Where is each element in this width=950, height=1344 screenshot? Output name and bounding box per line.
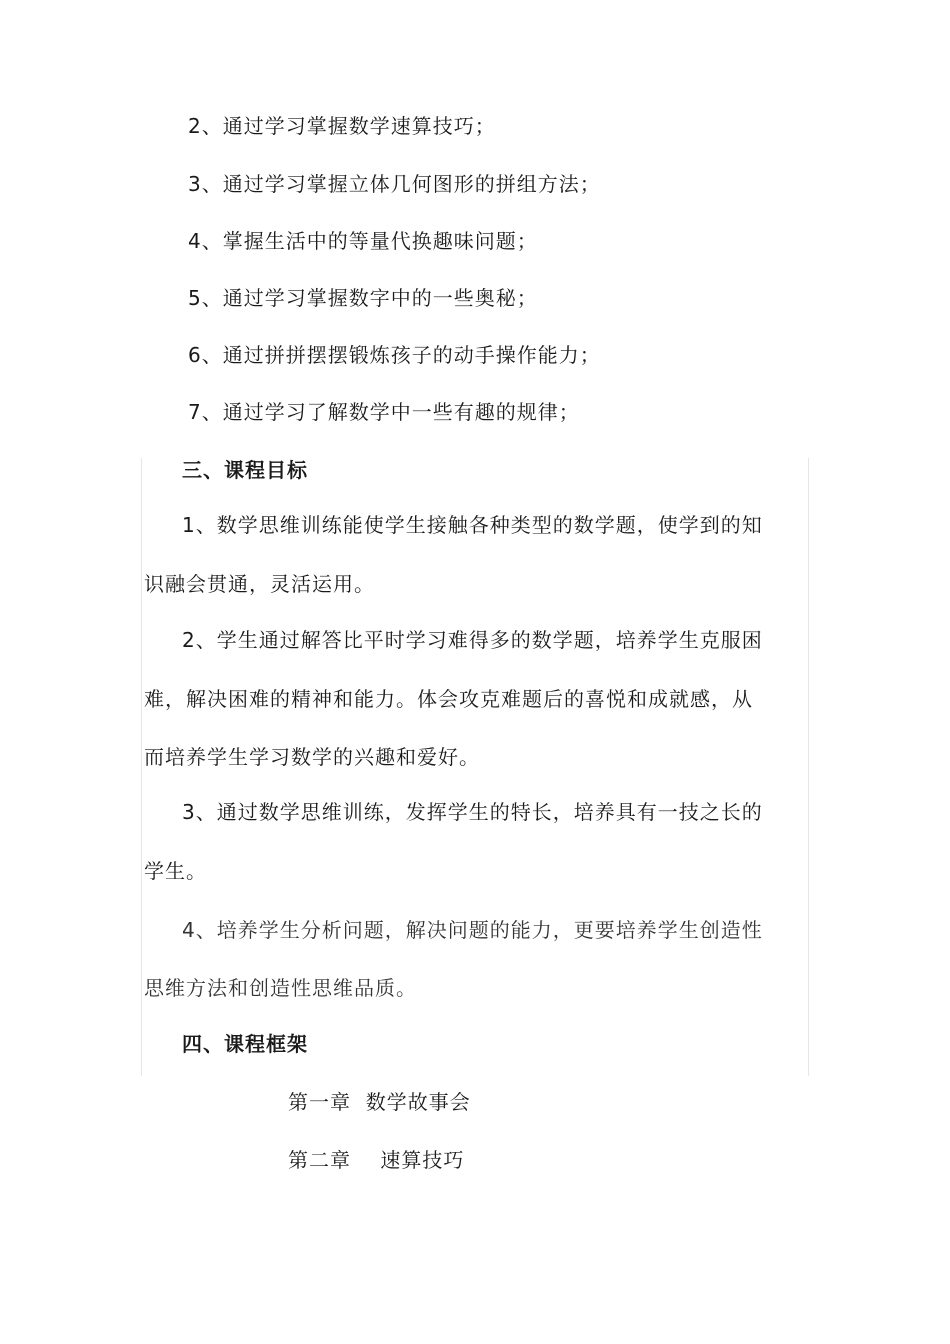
goal-paragraph-4-line-2: 思维方法和创造性思维品质。 [144,976,417,1000]
goal-paragraph-3-line-2: 学生。 [144,859,207,883]
goal-paragraph-4-line-1: 4、培养学生分析问题，解决问题的能力，更要培养学生创造性 [182,918,763,942]
goal-paragraph-2-line-1: 2、学生通过解答比平时学习难得多的数学题，培养学生克服困 [182,628,763,652]
content-box-left-border [141,458,142,1076]
goal-paragraph-1-line-1: 1、数学思维训练能使学生接触各种类型的数学题，使学到的知 [182,513,763,537]
goal-paragraph-2-line-2: 难，解决困难的精神和能力。体会攻克难题后的喜悦和成就感，从 [144,687,753,711]
chapter-item: 第二章 速算技巧 [288,1148,465,1172]
list-item: 2、通过学习掌握数学速算技巧； [188,114,496,138]
list-item: 3、通过学习掌握立体几何图形的拼组方法； [188,172,601,196]
list-item: 6、通过拼拼摆摆锻炼孩子的动手操作能力； [188,343,601,367]
chapter-item: 第一章 数学故事会 [288,1090,471,1114]
list-item: 4、掌握生活中的等量代换趣味问题； [188,229,538,253]
goal-paragraph-1-line-2: 识融会贯通，灵活运用。 [144,572,375,596]
list-item: 5、通过学习掌握数字中的一些奥秘； [188,286,538,310]
list-item: 7、通过学习了解数学中一些有趣的规律； [188,400,580,424]
goal-paragraph-3-line-1: 3、通过数学思维训练，发挥学生的特长，培养具有一技之长的 [182,800,763,824]
goal-paragraph-2-line-3: 而培养学生学习数学的兴趣和爱好。 [144,745,480,769]
content-box-right-border [808,458,809,1076]
section-heading-goals: 三、课程目标 [182,458,308,482]
section-heading-framework: 四、课程框架 [182,1032,308,1056]
